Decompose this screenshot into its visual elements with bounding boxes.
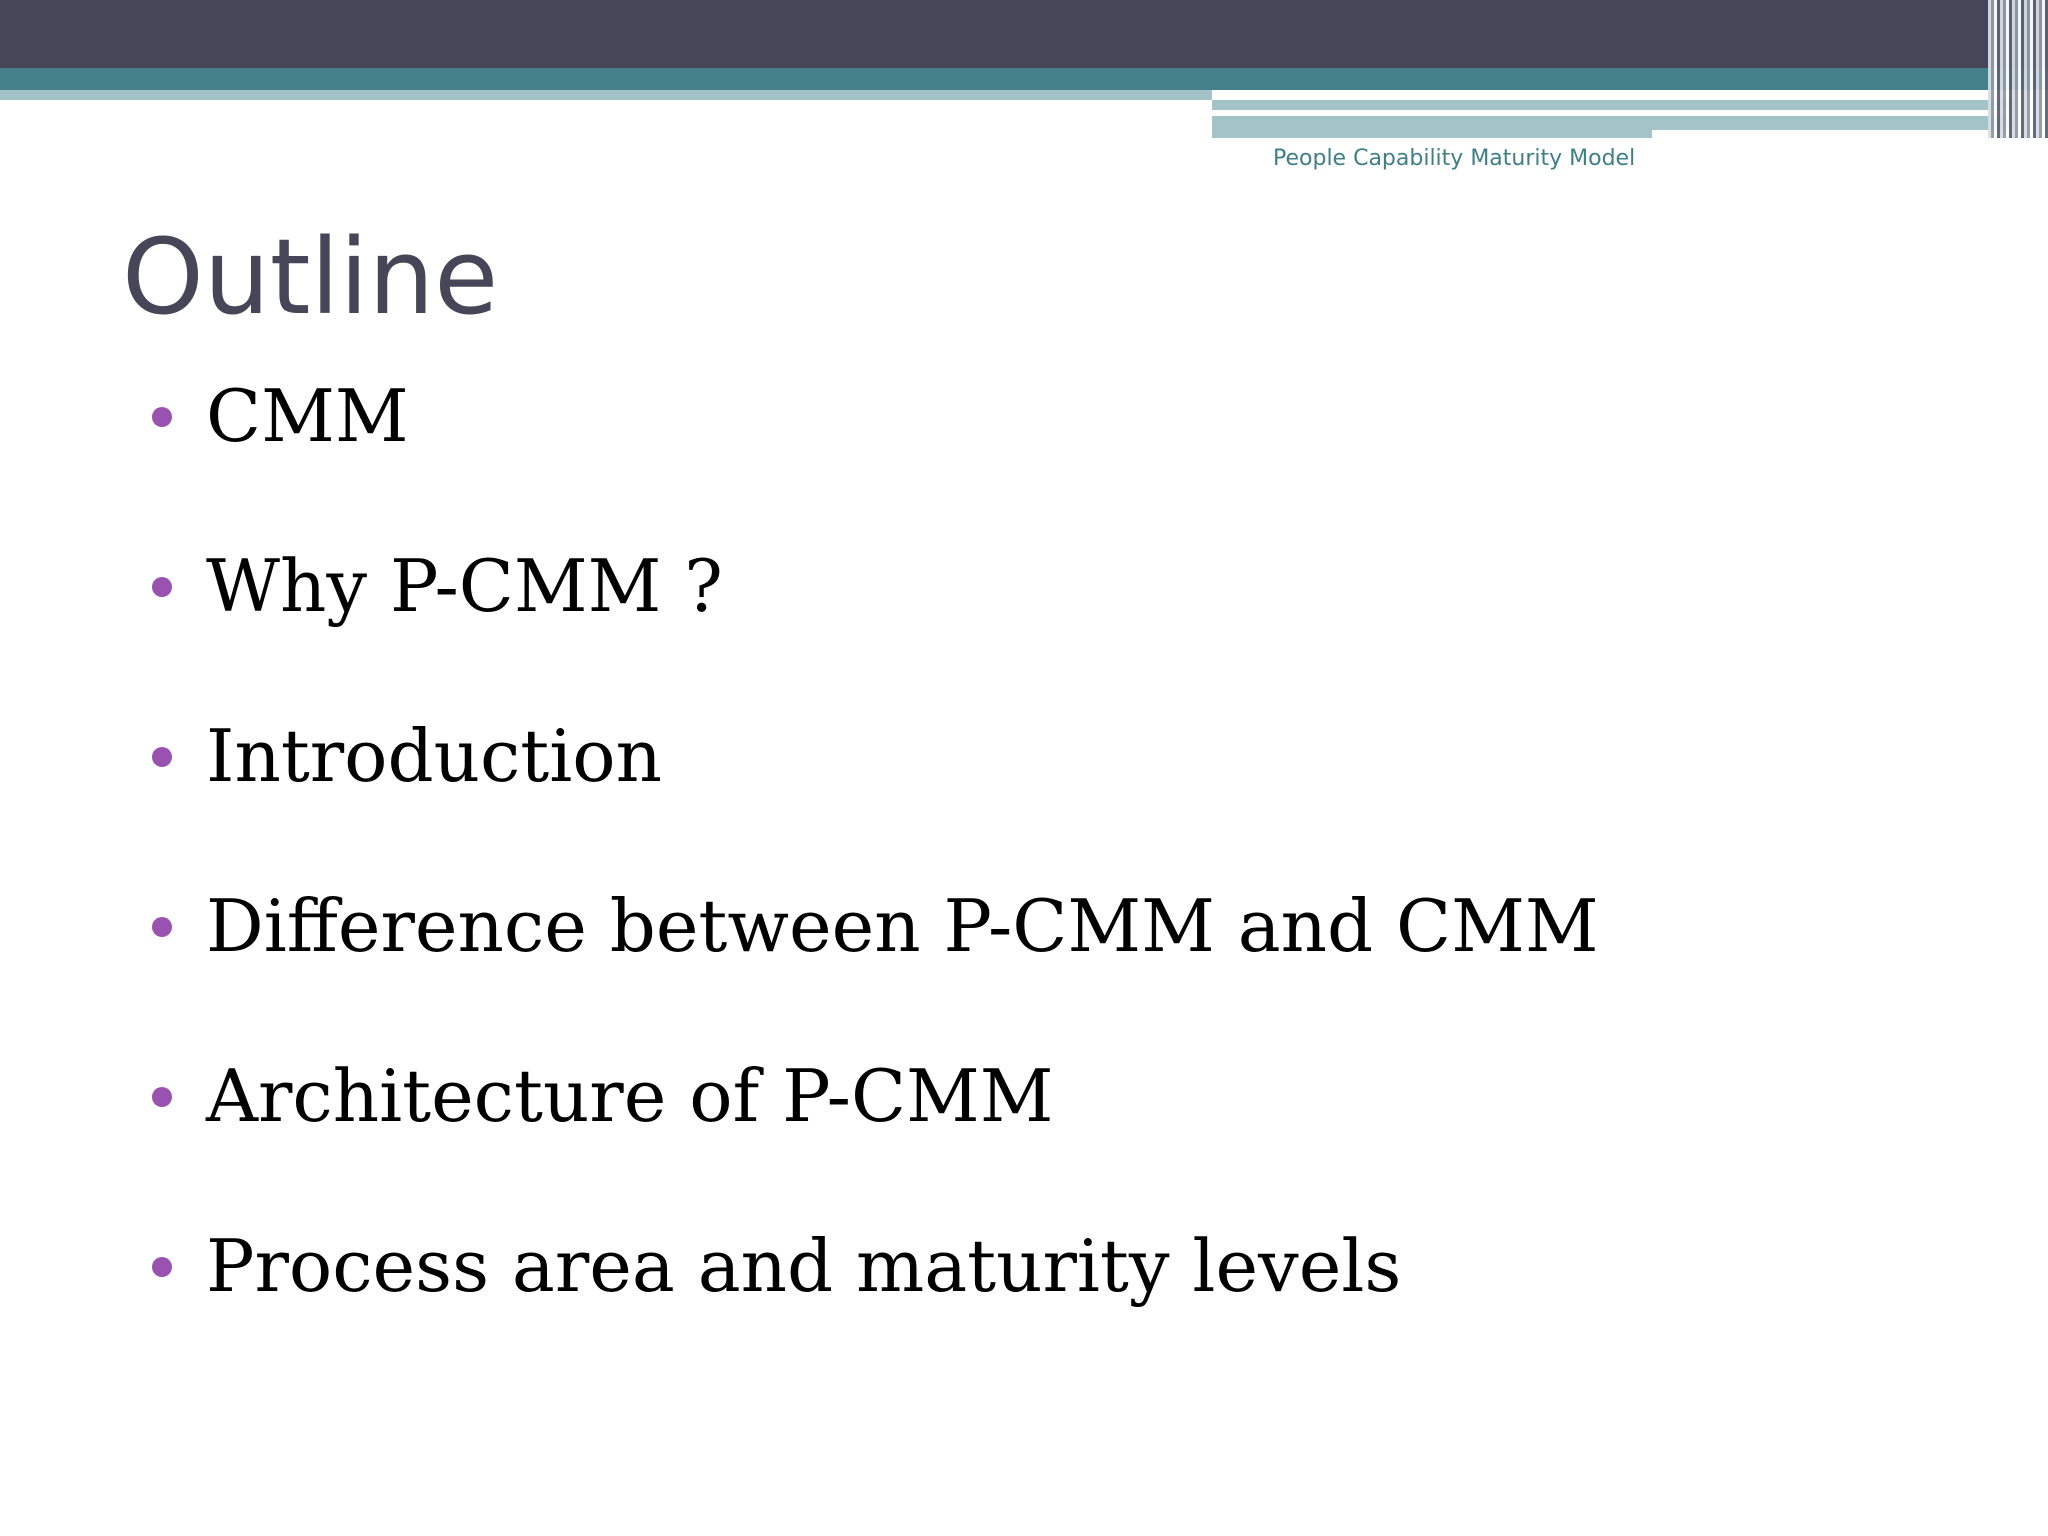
bullet-dot-icon [152, 577, 172, 597]
header-light-bar-right [1212, 100, 2012, 110]
bullet-text: Difference between P-CMM and CMM [206, 884, 1599, 968]
header-dark-bar [0, 0, 2048, 68]
header-light-bar-lower [1212, 116, 1652, 138]
bullet-dot-icon [152, 1087, 172, 1107]
bullet-text: Process area and maturity levels [206, 1224, 1402, 1308]
header-teal-bar [0, 68, 2048, 90]
bullet-text: CMM [206, 374, 409, 458]
bullet-dot-icon [152, 407, 172, 427]
bullet-text: Introduction [206, 714, 662, 798]
header-stripes-decoration [1988, 0, 2048, 138]
bullet-dot-icon [152, 1257, 172, 1277]
bullet-dot-icon [152, 917, 172, 937]
slide-title: Outline [122, 216, 499, 338]
bullet-text: Architecture of P-CMM [206, 1054, 1054, 1138]
header-subtitle: People Capability Maturity Model [1273, 146, 1636, 171]
header-light-bar-left [0, 90, 1212, 100]
bullet-dot-icon [152, 747, 172, 767]
bullet-text: Why P-CMM ? [206, 544, 723, 628]
header-light-bar-lower-right [1652, 116, 2010, 130]
